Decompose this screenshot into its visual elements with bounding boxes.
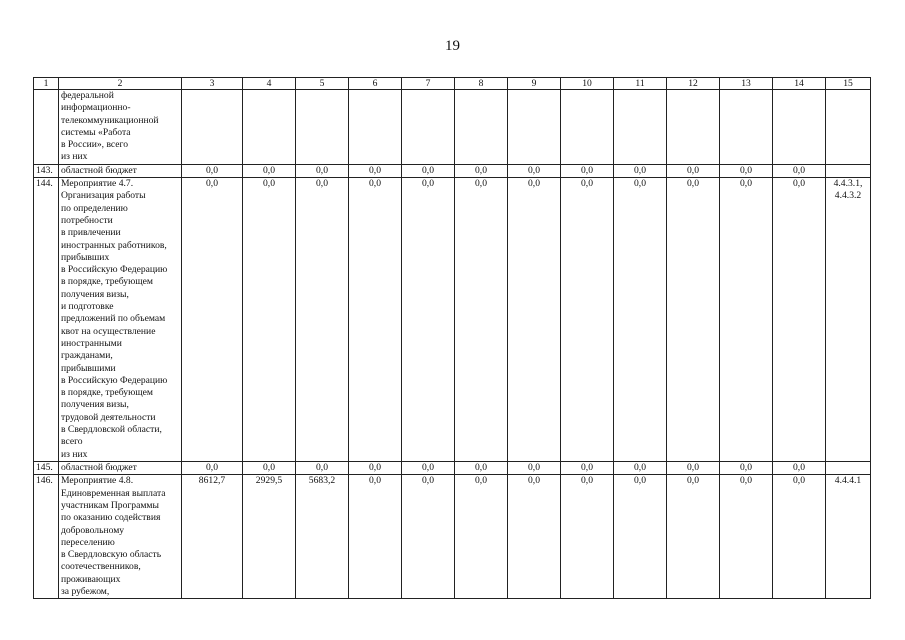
value-cell: 0,0 bbox=[508, 178, 561, 462]
value-cell: 0,0 bbox=[773, 178, 826, 462]
value-cell: 0,0 bbox=[773, 475, 826, 599]
value-cell: 8612,7 bbox=[182, 475, 243, 599]
value-cell: 0,0 bbox=[508, 462, 561, 475]
row-name: Мероприятие 4.8. Единовременная выплата участникам Программы по оказанию содействия добровольному переселению в Свердловскую область соотечественников, проживающих за рубежом, bbox=[59, 475, 182, 599]
column-header: 7 bbox=[402, 78, 455, 90]
value-cell: 0,0 bbox=[667, 475, 720, 599]
column-header: 3 bbox=[182, 78, 243, 90]
value-cell: 0,0 bbox=[182, 164, 243, 177]
value-cell: 0,0 bbox=[561, 475, 614, 599]
value-cell: 0,0 bbox=[455, 178, 508, 462]
value-cell: 0,0 bbox=[508, 164, 561, 177]
row-name: Мероприятие 4.7. Организация работы по определению потребности в привлечении иностранных работников, прибывших в Российскую Федерацию в порядке, требующем получения визы, и подготовке предложений по объемам квот на осуществление иностранными гражданами, прибывшими в Российскую Федерацию в порядке, требующем получения визы, трудовой деятельности в Свердловской области, всего из них bbox=[59, 178, 182, 462]
target-code bbox=[826, 90, 871, 165]
value-cell bbox=[182, 90, 243, 165]
value-cell: 0,0 bbox=[614, 164, 667, 177]
row-name: областной бюджет bbox=[59, 164, 182, 177]
target-code bbox=[826, 462, 871, 475]
column-header: 8 bbox=[455, 78, 508, 90]
row-index: 146. bbox=[34, 475, 59, 599]
value-cell: 0,0 bbox=[455, 462, 508, 475]
column-header: 11 bbox=[614, 78, 667, 90]
value-cell: 0,0 bbox=[773, 462, 826, 475]
value-cell: 0,0 bbox=[182, 462, 243, 475]
row-name: федеральной информационно- телекоммуникационной системы «Работа в России», всего из них bbox=[59, 90, 182, 165]
value-cell bbox=[667, 90, 720, 165]
value-cell: 0,0 bbox=[561, 164, 614, 177]
value-cell: 0,0 bbox=[667, 178, 720, 462]
value-cell: 0,0 bbox=[614, 178, 667, 462]
value-cell: 0,0 bbox=[455, 475, 508, 599]
table-row bbox=[34, 462, 871, 475]
value-cell bbox=[614, 90, 667, 165]
value-cell: 0,0 bbox=[720, 475, 773, 599]
table-row bbox=[34, 475, 871, 599]
value-cell: 0,0 bbox=[720, 462, 773, 475]
value-cell: 0,0 bbox=[402, 164, 455, 177]
value-cell bbox=[349, 90, 402, 165]
value-cell: 0,0 bbox=[720, 178, 773, 462]
value-cell: 2929,5 bbox=[243, 475, 296, 599]
row-index: 144. bbox=[34, 178, 59, 462]
column-header: 12 bbox=[667, 78, 720, 90]
value-cell: 0,0 bbox=[182, 178, 243, 462]
column-header: 10 bbox=[561, 78, 614, 90]
column-header: 5 bbox=[296, 78, 349, 90]
value-cell: 0,0 bbox=[349, 475, 402, 599]
row-index: 145. bbox=[34, 462, 59, 475]
row-index: 143. bbox=[34, 164, 59, 177]
value-cell: 0,0 bbox=[349, 178, 402, 462]
column-header: 4 bbox=[243, 78, 296, 90]
column-header: 13 bbox=[720, 78, 773, 90]
value-cell: 0,0 bbox=[614, 462, 667, 475]
value-cell bbox=[508, 90, 561, 165]
value-cell: 0,0 bbox=[667, 164, 720, 177]
value-cell: 0,0 bbox=[773, 164, 826, 177]
value-cell: 0,0 bbox=[402, 475, 455, 599]
budget-table bbox=[33, 77, 871, 599]
value-cell: 0,0 bbox=[561, 462, 614, 475]
value-cell: 0,0 bbox=[614, 475, 667, 599]
value-cell bbox=[720, 90, 773, 165]
row-name: областной бюджет bbox=[59, 462, 182, 475]
target-code bbox=[826, 164, 871, 177]
column-header: 1 bbox=[34, 78, 59, 90]
value-cell: 0,0 bbox=[349, 164, 402, 177]
value-cell bbox=[455, 90, 508, 165]
value-cell bbox=[773, 90, 826, 165]
column-header: 6 bbox=[349, 78, 402, 90]
column-header: 9 bbox=[508, 78, 561, 90]
value-cell: 0,0 bbox=[296, 178, 349, 462]
column-header: 15 bbox=[826, 78, 871, 90]
value-cell: 0,0 bbox=[349, 462, 402, 475]
value-cell: 0,0 bbox=[402, 462, 455, 475]
value-cell bbox=[402, 90, 455, 165]
column-number-header-row bbox=[34, 78, 871, 90]
value-cell bbox=[296, 90, 349, 165]
column-header: 14 bbox=[773, 78, 826, 90]
value-cell bbox=[243, 90, 296, 165]
value-cell: 0,0 bbox=[720, 164, 773, 177]
value-cell bbox=[561, 90, 614, 165]
value-cell: 0,0 bbox=[243, 462, 296, 475]
target-code: 4.4.3.1, 4.4.3.2 bbox=[826, 178, 871, 462]
value-cell: 5683,2 bbox=[296, 475, 349, 599]
value-cell: 0,0 bbox=[296, 164, 349, 177]
table-row bbox=[34, 90, 871, 165]
table-row bbox=[34, 178, 871, 462]
value-cell: 0,0 bbox=[561, 178, 614, 462]
value-cell: 0,0 bbox=[243, 178, 296, 462]
column-header: 2 bbox=[59, 78, 182, 90]
value-cell: 0,0 bbox=[243, 164, 296, 177]
value-cell: 0,0 bbox=[508, 475, 561, 599]
value-cell: 0,0 bbox=[296, 462, 349, 475]
value-cell: 0,0 bbox=[667, 462, 720, 475]
table-row bbox=[34, 164, 871, 177]
value-cell: 0,0 bbox=[455, 164, 508, 177]
page-number: 19 bbox=[445, 38, 460, 54]
target-code: 4.4.4.1 bbox=[826, 475, 871, 599]
row-index bbox=[34, 90, 59, 165]
value-cell: 0,0 bbox=[402, 178, 455, 462]
